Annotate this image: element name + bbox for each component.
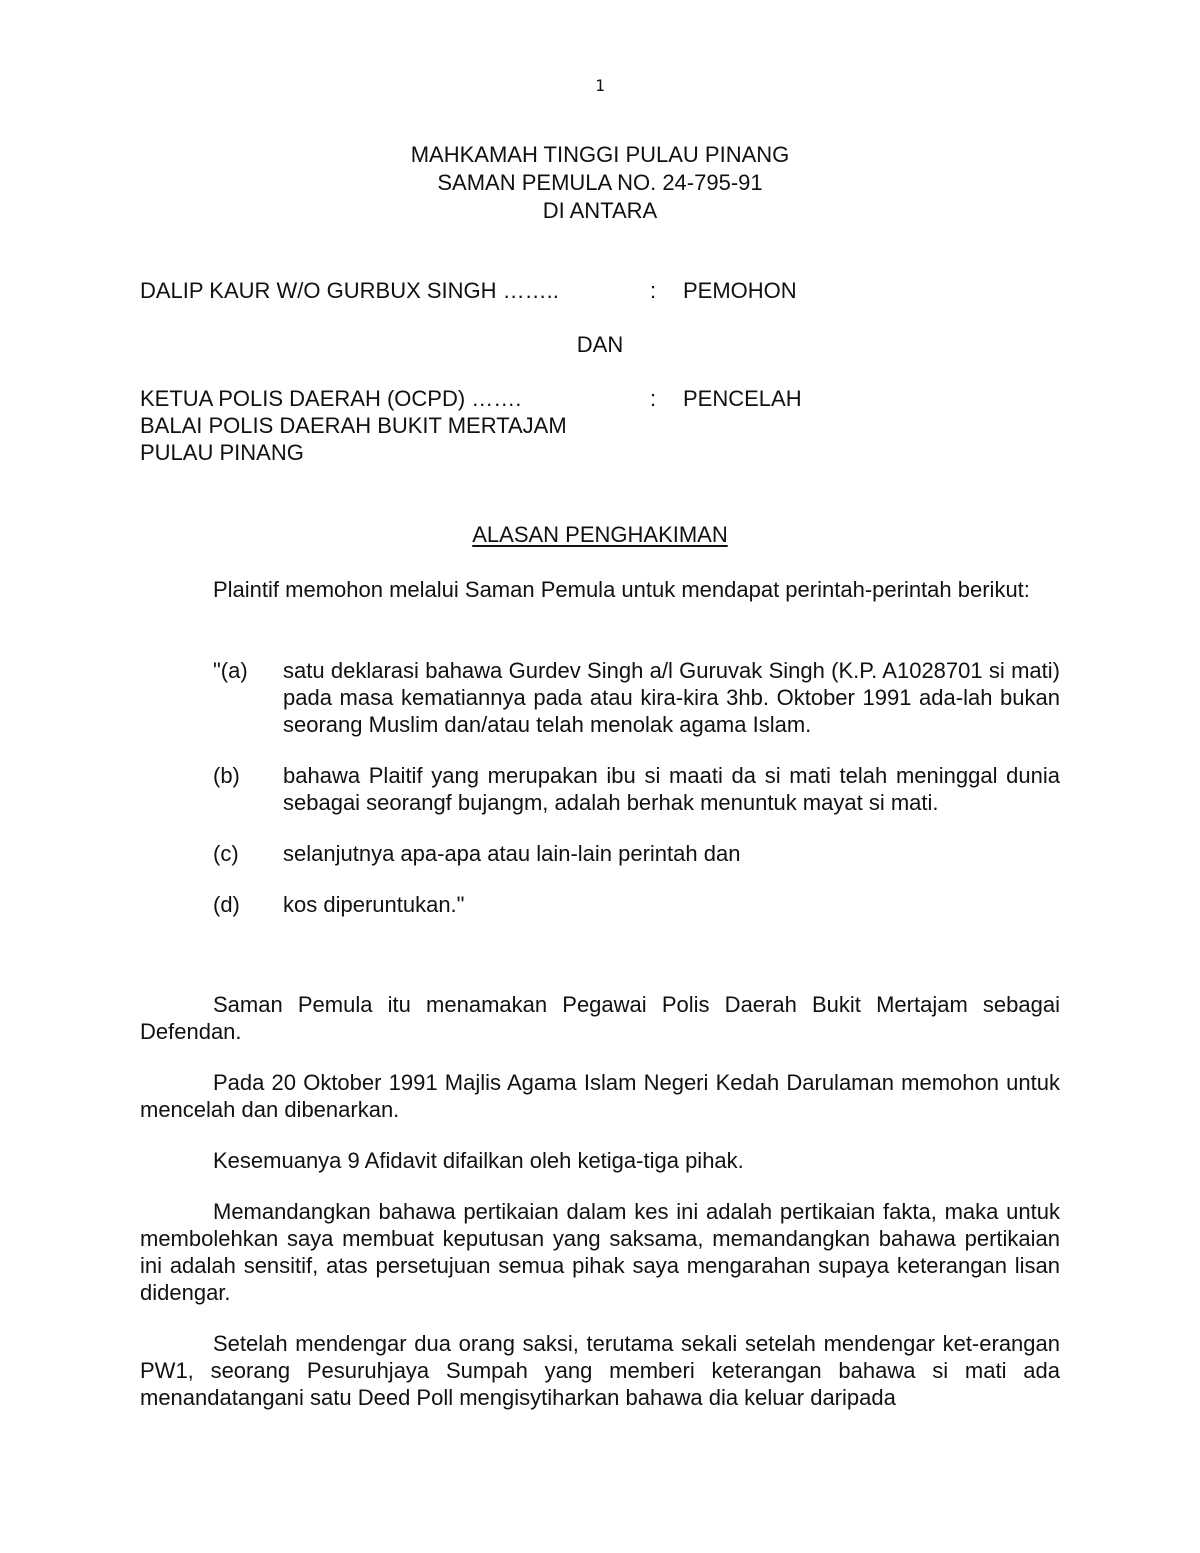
applicant-role: PEMOHON	[683, 278, 797, 303]
order-item-b	[213, 762, 1060, 816]
intervener-colon: :	[650, 386, 657, 411]
paragraph-1: Saman Pemula itu menamakan Pegawai Polis Daerah Bukit Mertajam sebagai Defendan.	[140, 992, 1060, 1044]
case-number: SAMAN PEMULA NO. 24-795-91	[437, 170, 763, 195]
order-text: selanjutnya apa-apa atau lain-lain perintah dan	[283, 841, 741, 866]
and-label: DAN	[576, 332, 624, 357]
order-text: kos diperuntukan."	[283, 892, 465, 917]
intervener-name-line3: PULAU PINANG	[140, 440, 304, 465]
order-text: satu deklarasi bahawa Gurdev Singh a/l Guruvak Singh (K.P. A1028701 si mati) pada masa kematiannya pada atau kira-kira 3hb. Oktober 1991 ada-lah bukan seorang Muslim dan/atau telah menolak agama Islam.	[283, 658, 1060, 737]
applicant-colon: :	[650, 278, 657, 303]
intro-paragraph: Plaintif memohon melalui Saman Pemula untuk mendapat perintah-perintah berikut:	[213, 577, 1030, 602]
paragraph-2: Pada 20 Oktober 1991 Majlis Agama Islam Negeri Kedah Darulaman memohon untuk mencelah dan dibenarkan.	[140, 1070, 1060, 1122]
order-item-d	[213, 891, 1060, 918]
order-label: "(a)	[213, 658, 248, 683]
order-label: (c)	[213, 841, 239, 866]
order-text: bahawa Plaitif yang merupakan ibu si maati da si mati telah meninggal dunia sebagai seorangf bujangm, adalah berhak menuntuk mayat si mati.	[283, 763, 1060, 815]
case-header	[0, 141, 1200, 225]
intervener-name-line1: KETUA POLIS DAERAH (OCPD) …….	[140, 386, 522, 411]
order-label: (b)	[213, 763, 240, 788]
paragraph-3: Kesemuanya 9 Afidavit difailkan oleh ketiga-tiga pihak.	[213, 1148, 744, 1173]
judgment-title: ALASAN PENGHAKIMAN	[472, 522, 728, 547]
paragraph-4: Memandangkan bahawa pertikaian dalam kes ini adalah pertikaian fakta, maka untuk membolehkan saya membuat keputusan yang saksama, memandangkan bahawa pertikaian ini adalah sensitif, atas persetujuan semua pihak saya mengarahan supaya keterangan lisan didengar.	[140, 1199, 1060, 1305]
court-name: MAHKAMAH TINGGI PULAU PINANG	[410, 142, 790, 167]
order-label: (d)	[213, 892, 240, 917]
applicant-name: DALIP KAUR W/O GURBUX SINGH ……..	[140, 278, 559, 303]
order-item-a	[213, 657, 1060, 738]
intervener-name-line2: BALAI POLIS DAERAH BUKIT MERTAJAM	[140, 413, 567, 438]
paragraph-5: Setelah mendengar dua orang saksi, terutama sekali setelah mendengar ket-erangan PW1, seorang Pesuruhjaya Sumpah yang memberi keterangan bahawa si mati ada menandatangani satu Deed Poll mengisytiharkan bahawa dia keluar daripada	[140, 1331, 1060, 1410]
page-number: 1	[595, 76, 605, 95]
between-label: DI ANTARA	[542, 198, 658, 223]
intervener-role: PENCELAH	[683, 386, 802, 411]
order-item-c	[213, 840, 1060, 867]
